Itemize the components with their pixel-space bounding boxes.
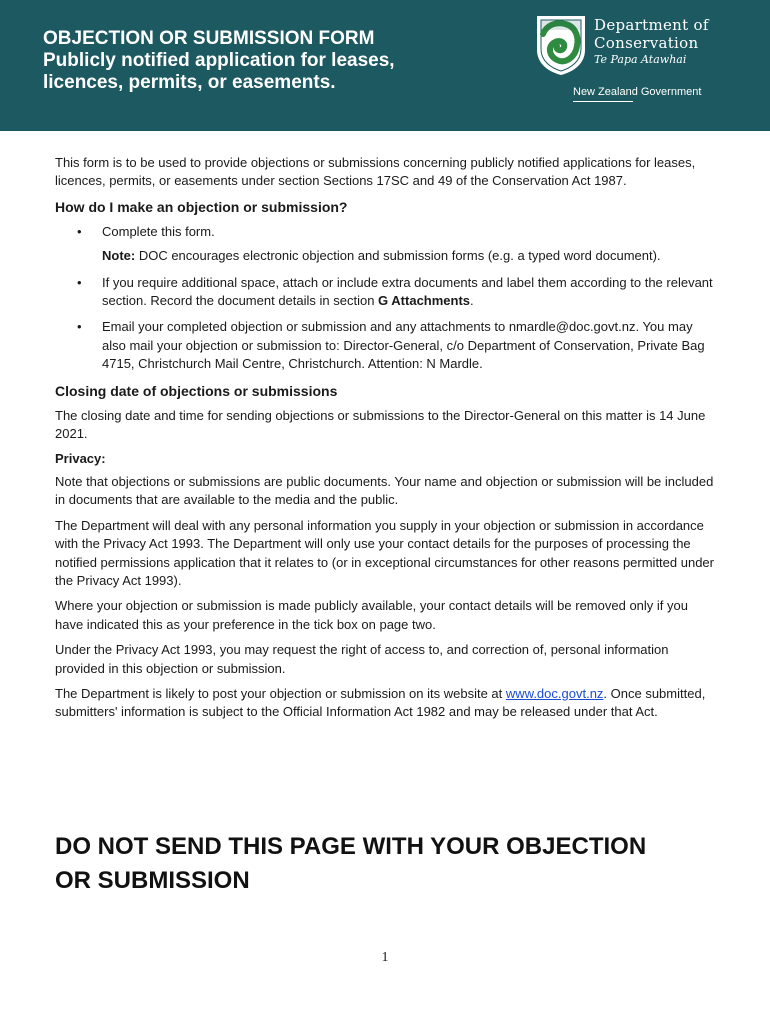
page-body bbox=[55, 154, 717, 729]
how-list bbox=[55, 223, 717, 374]
note-text: DOC encourages electronic objection and submission forms (e.g. a typed word document). bbox=[135, 248, 661, 264]
bullet-2-text: If you require additional space, attach or include extra documents and label them according to the relevant section. Record the document details in section bbox=[102, 274, 713, 309]
form-title-line-1: OBJECTION OR SUBMISSION FORM bbox=[43, 28, 375, 49]
logo-line-1: Department of bbox=[594, 16, 709, 34]
list-item bbox=[55, 223, 717, 266]
note-label: Note: bbox=[102, 248, 136, 264]
privacy-paragraph-2: The Department will deal with any personal information you supply in your objection or submission in accordance with the Privacy Act 1993. The Department will only use your contact details for the purposes of processing the notified permissions application that it relates to (or in exceptional circumstances for other reasons permitted under the Privacy Act 1993). bbox=[55, 517, 714, 588]
logo-line-2: Conservation bbox=[594, 34, 699, 52]
how-heading: How do I make an objection or submission? bbox=[55, 198, 348, 215]
page-number: 1 bbox=[381, 950, 389, 965]
nz-government-underline bbox=[573, 101, 633, 102]
list-item bbox=[55, 318, 717, 373]
nz-government-label: New Zealand Government bbox=[573, 86, 702, 98]
bullet-1-note bbox=[102, 247, 717, 265]
do-not-send-warning bbox=[55, 830, 735, 898]
bullet-2-bold: G Attachments bbox=[378, 293, 471, 309]
privacy-heading: Privacy: bbox=[55, 451, 106, 467]
bullet-icon: • bbox=[77, 319, 82, 335]
doc-logo-text bbox=[594, 17, 709, 68]
doc-shield-logo-icon bbox=[535, 14, 587, 76]
bullet-2-end: . bbox=[470, 293, 474, 309]
privacy-p5-end: . Once submitted, submitters' information is subject to the Official Information Act 1982 and may be released under that Act. bbox=[55, 685, 706, 720]
privacy-paragraph-1: Note that objections or submissions are public documents. Your name and objection or submission will be included in documents that are available to the media and the public. bbox=[55, 473, 714, 508]
intro-paragraph: This form is to be used to provide objections or submissions concerning publicly notified applications for leases, licences, permits, or easements under section Sections 17SC and 49 of the Conservation Act 1987. bbox=[55, 155, 696, 189]
form-title bbox=[43, 28, 513, 94]
bullet-icon: • bbox=[77, 223, 82, 239]
closing-heading: Closing date of objections or submissions bbox=[55, 382, 338, 399]
bullet-1-text: Complete this form. bbox=[102, 223, 215, 239]
doc-website-link[interactable]: www.doc.govt.nz bbox=[505, 685, 604, 701]
form-title-line-2: Publicly notified application for leases, bbox=[43, 50, 395, 71]
closing-paragraph: The closing date and time for sending objections or submissions to the Director-General on this matter is 14 June 2021. bbox=[55, 407, 706, 442]
privacy-paragraph-5 bbox=[55, 685, 717, 722]
bullet-icon: • bbox=[77, 274, 82, 290]
privacy-paragraph-3: Where your objection or submission is made publicly available, your contact details will be removed only if you have indicated this as your preference in the tick box on page two. bbox=[55, 598, 688, 632]
warning-line-1: DO NOT SEND THIS PAGE WITH YOUR OBJECTION bbox=[55, 833, 647, 860]
warning-line-2: OR SUBMISSION bbox=[55, 867, 250, 894]
form-title-line-3: licences, permits, or easements. bbox=[43, 72, 336, 93]
page-header bbox=[0, 0, 770, 131]
bullet-3-text: Email your completed objection or submission and any attachments to nmardle@doc.govt.nz. You may also mail your objection or submission to: Director-General, c/o Department of Conservation, Private Bag 4715, Christchurch Mail Centre, Christchurch. Attention: N Mardle. bbox=[102, 319, 705, 372]
logo-line-3: Te Papa Atawhai bbox=[594, 53, 687, 66]
list-item bbox=[55, 274, 717, 311]
privacy-paragraph-4: Under the Privacy Act 1993, you may request the right of access to, and correction of, personal information provided in this objection or submission. bbox=[55, 642, 669, 676]
privacy-p5-start: The Department is likely to post your objection or submission on its website at bbox=[55, 685, 506, 701]
